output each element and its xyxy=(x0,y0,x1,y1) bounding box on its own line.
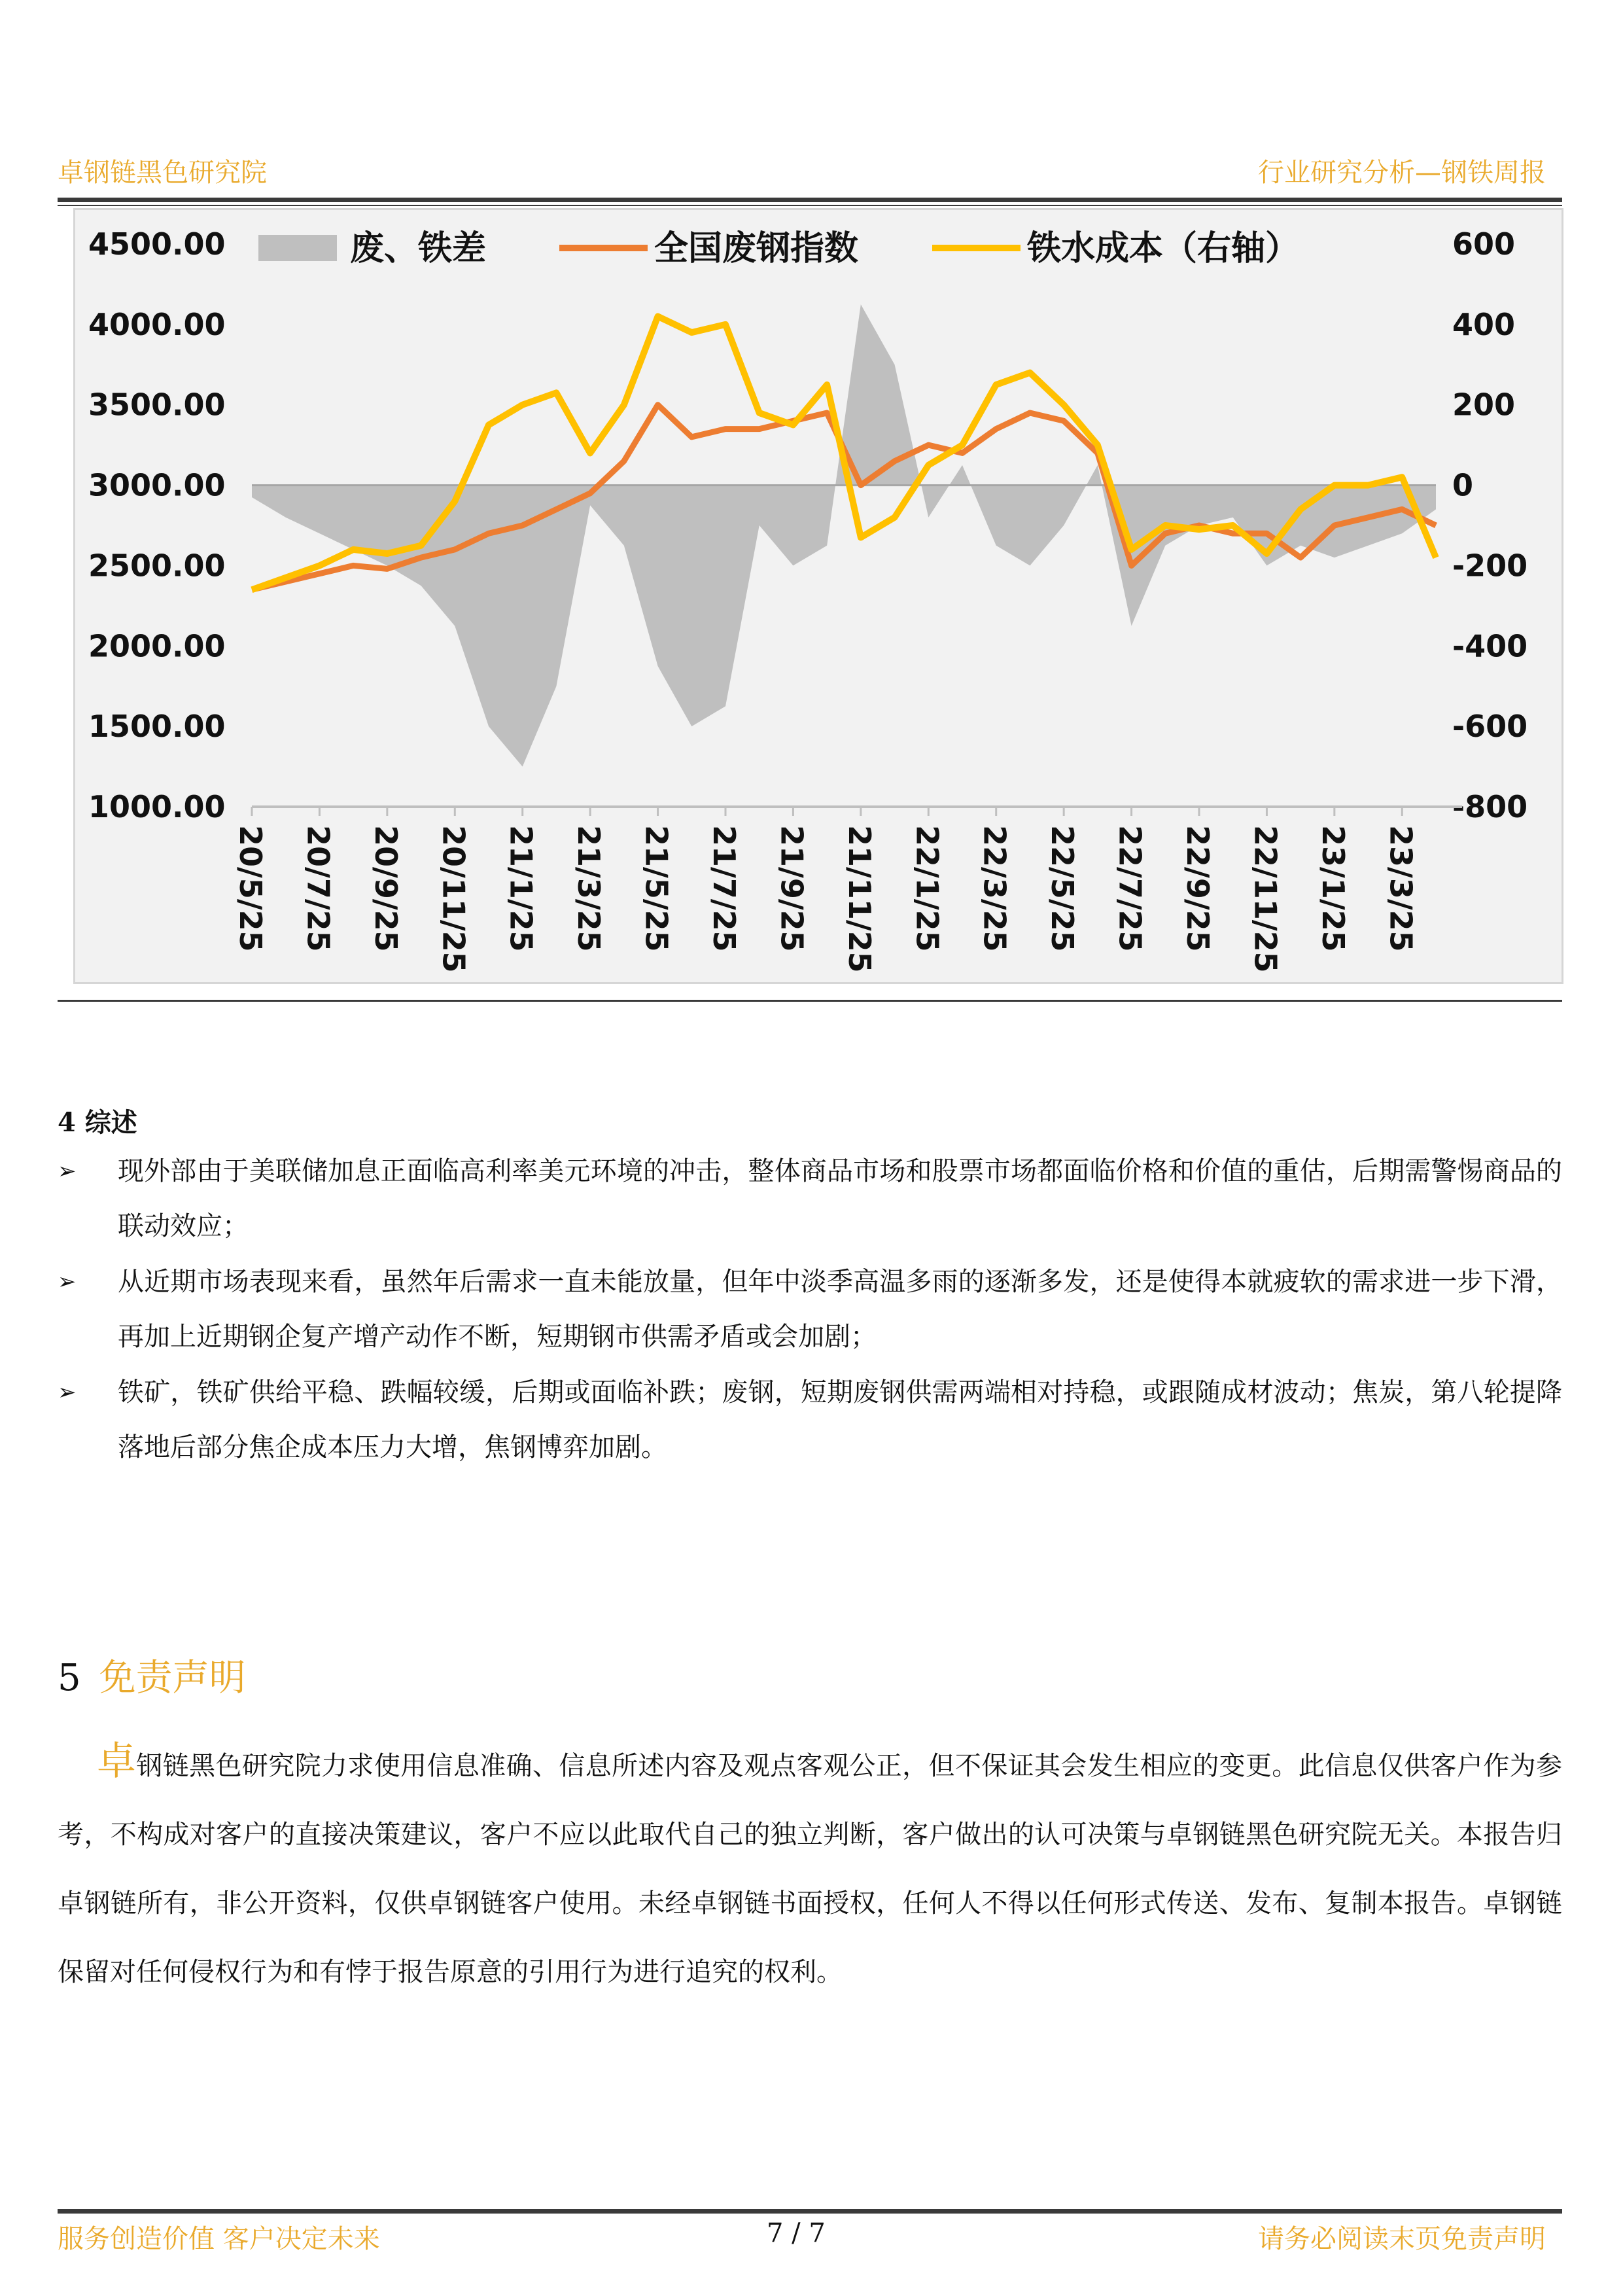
disclaimer-dropcap: 卓 xyxy=(97,1739,137,1784)
right-axis-tick-label: -200 xyxy=(1452,548,1528,584)
section-4-heading: 4 综述 xyxy=(58,1107,137,1138)
footer-left: 服务创造价值 客户决定未来 xyxy=(58,2224,380,2254)
summary-bullet-2 xyxy=(58,1254,1562,1364)
footer-right: 请务必阅读末页免责声明 xyxy=(1258,2224,1546,2254)
left-axis-tick-label: 1500.00 xyxy=(88,709,226,745)
left-axis-tick-label: 1000.00 xyxy=(88,789,226,824)
right-axis-tick-label: -800 xyxy=(1452,789,1528,824)
x-axis-tick-label: 22/11/25 xyxy=(1248,825,1283,973)
right-axis-tick-label: 0 xyxy=(1452,467,1474,503)
x-axis-tick-label: 20/5/25 xyxy=(233,825,268,952)
x-axis-tick-label: 21/3/25 xyxy=(571,825,607,952)
arrow-bullet-icon: ➢ xyxy=(58,1269,77,1295)
section-5-heading xyxy=(58,1649,246,1701)
page-header-left: 卓钢链黑色研究院 xyxy=(58,158,267,188)
header-rule xyxy=(58,198,1562,202)
left-axis-tick-label: 2000.00 xyxy=(88,628,226,664)
right-axis-tick-label: 600 xyxy=(1452,226,1516,262)
x-axis-tick-label: 21/9/25 xyxy=(774,825,810,952)
arrow-bullet-icon: ➢ xyxy=(58,1158,77,1184)
page-number: 7 / 7 xyxy=(767,2218,826,2248)
summary-bullet-text: 从近期市场表现来看，虽然年后需求一直未能放量，但年中淡季高温多雨的逐渐多发，还是使得本就疲软的需求进一步下滑，再加上近期钢企复产增产动作不断，短期钢市供需矛盾或会加剧； xyxy=(118,1267,1562,1352)
chart-bottom-rule xyxy=(58,1000,1562,1002)
x-axis-tick-label: 23/3/25 xyxy=(1383,825,1419,952)
right-axis-tick-label: 400 xyxy=(1452,306,1516,342)
section-5-number: 5 xyxy=(58,1657,81,1699)
left-axis-tick-label: 2500.00 xyxy=(88,548,226,584)
left-axis-tick-label: 3500.00 xyxy=(88,387,226,423)
section-5-title: 免责声明 xyxy=(99,1657,246,1699)
summary-bullet-text: 铁矿，铁矿供给平稳、跌幅较缓，后期或面临补跌；废钢，短期废钢供需两端相对持稳，或跟随成材波动；焦炭，第八轮提降落地后部分焦企成本压力大增，焦钢博弈加剧。 xyxy=(118,1377,1562,1462)
x-axis-tick-label: 22/1/25 xyxy=(909,825,945,952)
left-axis-tick-label: 3000.00 xyxy=(88,467,226,503)
x-axis-tick-label: 22/9/25 xyxy=(1180,825,1215,952)
x-axis-tick-label: 22/5/25 xyxy=(1045,825,1081,952)
x-axis-tick-label: 21/7/25 xyxy=(707,825,742,952)
footer-rule xyxy=(58,2209,1562,2214)
disclaimer-body: 钢链黑色研究院力求使用信息准确、信息所述内容及观点客观公正，但不保证其会发生相应的变更。此信息仅供客户作为参考，不构成对客户的直接决策建议，客户不应以此取代自己的独立判断，客户做出的认可决策与卓钢链黑色研究院无关。本报告归卓钢链所有，非公开资料，仅供卓钢链客户使用。未经卓钢链书面授权，任何人不得以任何形式传送、发布、复制本报告。卓钢链保留对任何侵权行为和有悖于报告原意的引用行为进行追究的权利。 xyxy=(58,1751,1563,1987)
x-axis-tick-label: 21/11/25 xyxy=(841,825,877,973)
legend-swatch-spread xyxy=(258,235,337,261)
right-axis-tick-label: -400 xyxy=(1452,628,1528,664)
x-axis-tick-label: 21/1/25 xyxy=(503,825,539,952)
x-axis-tick-label: 22/7/25 xyxy=(1112,825,1148,952)
legend-label-scrap-index: 全国废钢指数 xyxy=(654,229,859,268)
page-header-right: 行业研究分析—钢铁周报 xyxy=(1258,158,1546,188)
x-axis-tick-label: 20/7/25 xyxy=(300,825,336,952)
legend-label-hot-metal-cost: 铁水成本（右轴） xyxy=(1027,229,1300,268)
left-axis-tick-label: 4000.00 xyxy=(88,306,226,342)
right-axis-tick-label: 200 xyxy=(1452,387,1516,423)
x-axis-tick-label: 21/5/25 xyxy=(638,825,674,952)
summary-bullet-1 xyxy=(58,1144,1562,1254)
left-axis-tick-label: 4500.00 xyxy=(88,226,226,262)
arrow-bullet-icon: ➢ xyxy=(58,1379,77,1405)
right-axis-tick-label: -600 xyxy=(1452,709,1528,745)
disclaimer-paragraph xyxy=(58,1727,1562,2007)
chart-svg xyxy=(75,210,1562,982)
x-axis-tick-label: 22/3/25 xyxy=(977,825,1013,952)
summary-bullet-3 xyxy=(58,1365,1562,1475)
legend-label-spread: 废、铁差 xyxy=(350,229,487,268)
x-axis-tick-label: 20/9/25 xyxy=(368,825,404,952)
summary-bullet-text: 现外部由于美联储加息正面临高利率美元环境的冲击，整体商品市场和股票市场都面临价格和价值的重估，后期需警惕商品的联动效应； xyxy=(118,1156,1562,1241)
chart-container xyxy=(73,208,1563,984)
x-axis-tick-label: 20/11/25 xyxy=(436,825,472,973)
x-axis-tick-label: 23/1/25 xyxy=(1315,825,1351,952)
header-rule-thin xyxy=(58,205,1562,206)
